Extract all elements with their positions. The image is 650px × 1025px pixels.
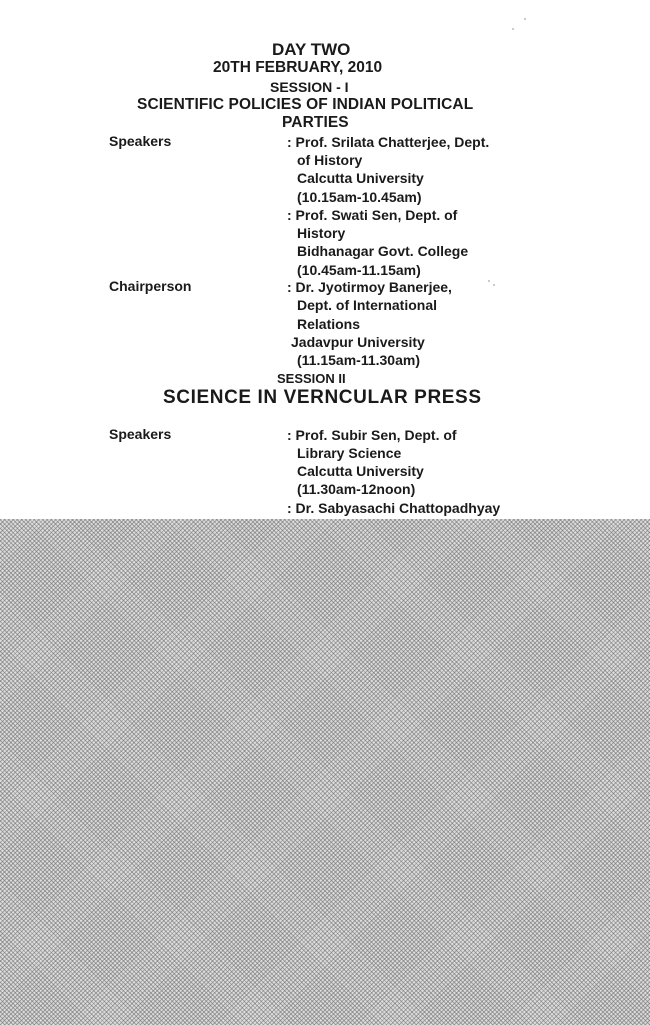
speaker-4-line-1: : Dr. Sabyasachi Chattopadhyay: [287, 500, 501, 516]
speaker-1-line-2: of History: [297, 152, 363, 168]
scan-speck: [493, 284, 495, 286]
speaker-2-line-1: : Prof. Swati Sen, Dept. of: [287, 207, 458, 223]
day-heading: DAY TWO: [272, 40, 351, 59]
speaker-3-line-3: Calcutta University: [297, 463, 424, 479]
scan-speck: [524, 18, 526, 20]
scan-speck: [512, 28, 514, 30]
chair-time: (11.15am-11.30am): [297, 352, 420, 368]
chair-line-3: Relations: [297, 316, 361, 332]
speaker-2-line-2: History: [297, 225, 346, 241]
session-1-speakers-label: Speakers: [109, 133, 172, 149]
date-heading: 20TH FEBRUARY, 2010: [213, 59, 383, 76]
speaker-3-line-2: Library Science: [297, 445, 402, 461]
session-1-title-line-1: SCIENTIFIC POLICIES OF INDIAN POLITICAL: [137, 96, 474, 113]
chair-line-1: : Dr. Jyotirmoy Banerjee,: [287, 279, 452, 295]
speaker-3-line-1: : Prof. Subir Sen, Dept. of: [287, 427, 457, 443]
speaker-3-time: (11.30am-12noon): [297, 481, 416, 497]
cropped-region: [0, 519, 650, 1025]
session-1-title-line-2: PARTIES: [282, 114, 349, 131]
speaker-2-time: (10.45am-11.15am): [297, 262, 421, 278]
session-2-speakers-label: Speakers: [109, 426, 172, 442]
session-2-label: SESSION II: [277, 371, 346, 386]
session-1-label: SESSION - I: [270, 79, 349, 95]
speaker-1-line-1: : Prof. Srilata Chatterjee, Dept.: [287, 134, 490, 150]
speaker-1-time: (10.15am-10.45am): [297, 189, 422, 205]
speaker-2-line-3: Bidhanagar Govt. College: [297, 243, 469, 259]
session-2-title: SCIENCE IN VERNCULAR PRESS: [163, 387, 482, 408]
chair-line-2: Dept. of International: [297, 297, 437, 313]
speaker-1-line-3: Calcutta University: [297, 170, 424, 186]
scan-speck: [488, 280, 490, 282]
session-1-chair-label: Chairperson: [109, 278, 192, 294]
chair-line-4: Jadavpur University: [291, 334, 425, 350]
